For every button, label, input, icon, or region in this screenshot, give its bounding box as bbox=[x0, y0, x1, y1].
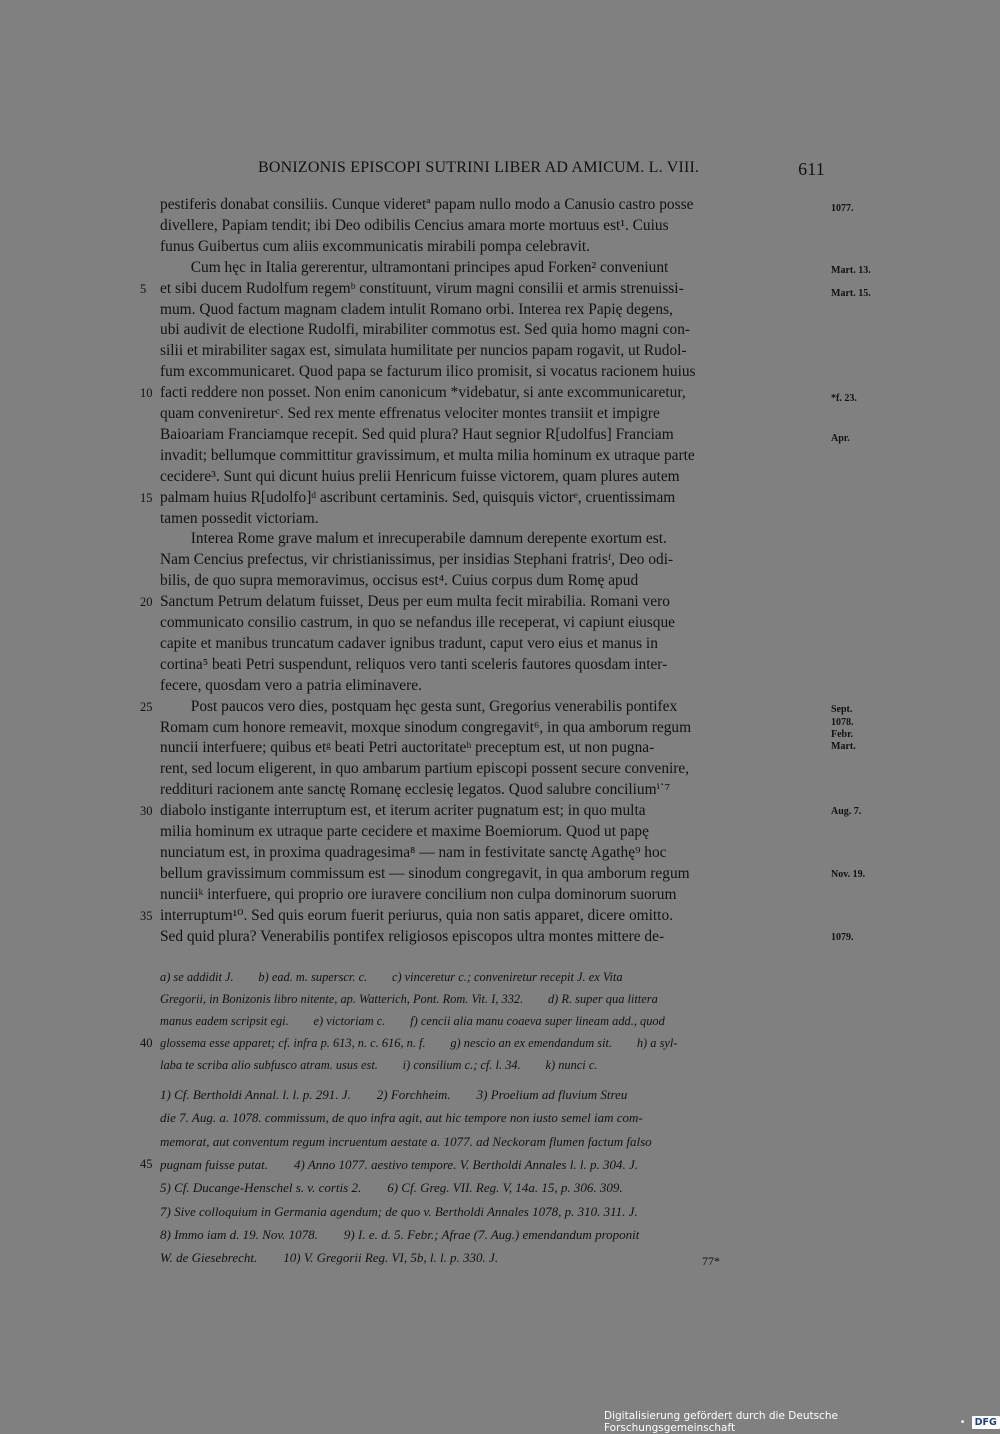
apparatus-line: a) se addidit J. b) ead. m. superscr. c. c) vinceretur c.; conveniretur recepit J. ex Vita bbox=[160, 970, 623, 984]
text-line: Sanctum Petrum delatum fuisset, Deus per eum multa fecit mirabilia. Romani vero bbox=[160, 593, 670, 611]
text-line: quam convenireturᶜ. Sed rex mente effrenatus velociter montes transiit et impigre bbox=[160, 405, 660, 422]
margin-note: Mart. 13. bbox=[831, 265, 871, 276]
margin-note: Sept. bbox=[831, 704, 853, 715]
margin-note: Febr. bbox=[831, 729, 854, 740]
text-line: cecidere³. Sunt qui dicunt huius prelii Henricum fuisse victorem, quam plures autem bbox=[160, 467, 680, 485]
text-line: nunciiᵏ interfuere, qui proprio ore iuravere concilium non culpa dominorum suorum bbox=[160, 885, 677, 903]
margin-note: Apr. bbox=[831, 433, 850, 444]
text-line: palmam huius R[udolfo]ᵈ ascribunt certaminis. Sed, quisquis victorᵉ, cruentissimam bbox=[160, 488, 676, 506]
margin-note: 1077. bbox=[831, 203, 854, 214]
text-line: fecere, quosdam vero a patria eliminavere. bbox=[160, 676, 422, 694]
text-line: capite et manibus truncatum cadaver ignibus tradunt, caput vero eius et manus in bbox=[160, 634, 658, 652]
line-number: 45 bbox=[140, 1156, 153, 1171]
apparatus-line: manus eadem scripsit egi. e) victoriam c. f) cencii alia manu coaeva super lineam add., quod bbox=[160, 1014, 665, 1028]
margin-note: Mart. bbox=[831, 741, 856, 752]
text-line: Romam cum honore remeavit, moxque sinodum congregavit⁶, in qua amborum regum bbox=[160, 718, 692, 736]
apparatus-line: glossema esse apparet; cf. infra p. 613, n. c. 616, n. f. g) nescio an ex emendandum sit. h) a syl- bbox=[160, 1036, 678, 1050]
citation-line: W. de Giesebrecht. 10) V. Gregorii Reg. VI, 5b, l. l. p. 330. J. bbox=[160, 1250, 499, 1266]
text-line: divellere, Papiam tendit; ibi Deo odibilis Cencius amara morte mortuus est¹. Cuius bbox=[160, 216, 669, 234]
line-number: 20 bbox=[140, 595, 153, 610]
text-line: silii et mirabiliter sagax est, simulata humilitate per nuncios papam rogavit, ut Rudol- bbox=[160, 342, 687, 360]
margin-note: 1079. bbox=[831, 932, 854, 943]
text-line: invadit; bellumque committitur gravissimum, et multa milia hominum ex utraque parte bbox=[160, 446, 695, 464]
line-number: 5 bbox=[140, 281, 147, 296]
line-number: 30 bbox=[140, 804, 153, 819]
text-line: Baioariam Franciamque recepit. Sed quid plura? Haut segnior R[udolfus] Franciam bbox=[160, 425, 674, 443]
text-line: Sed quid plura? Venerabilis pontifex religiosos episcopos ultra montes mittere de- bbox=[160, 927, 665, 945]
text-line: milia hominum ex utraque parte cecidere et maxime Boemiorum. Quod ut papę bbox=[160, 823, 649, 840]
citation-line: 1) Cf. Bertholdi Annal. l. l. p. 291. J. 2) Forchheim. 3) Proelium ad fluvium Streu bbox=[160, 1087, 628, 1102]
line-number: 35 bbox=[140, 908, 153, 923]
text-line: cortina⁵ beati Petri suspendunt, reliquos vero tanti sceleris fautores quosdam inter- bbox=[160, 655, 668, 673]
running-head: BONIZONIS EPISCOPI SUTRINI LIBER AD AMICUM. L. VIII. bbox=[258, 159, 700, 176]
footer-separator: • bbox=[959, 1416, 966, 1428]
page-number: 611 bbox=[798, 159, 825, 179]
text-line: et sibi ducem Rudolfum regemᵇ constituunt, virum magni consilii et armis strenuissi- bbox=[160, 279, 684, 297]
text-line: Nam Cencius prefectus, vir christianissimus, per insidias Stephani fratrisᶠ, Deo odi- bbox=[160, 551, 674, 569]
text-line: ubi audivit de electione Rudolfi, mirabiliter commotus est. Sed quia homo magni con- bbox=[160, 321, 691, 339]
text-line: facti reddere non posset. Non enim canonicum *videbatur, si ante excommunicaretur, bbox=[160, 384, 686, 402]
dfg-logo: DFG bbox=[972, 1416, 1000, 1429]
margin-note: Mart. 15. bbox=[831, 288, 871, 299]
text-line: funus Guibertus cum aliis excommunicatis mirabili pompa celebravit. bbox=[160, 237, 590, 255]
text-line: diabolo instigante interruptum est, et iterum acriter pugnatum est; in quo multa bbox=[160, 802, 646, 820]
margin-note: 1078. bbox=[831, 717, 854, 728]
citation-line: die 7. Aug. a. 1078. commissum, de quo infra agit, aut hic tempore non iusto semel iam com- bbox=[160, 1110, 643, 1126]
text-line: bilis, de quo supra memoravimus, occisus est⁴. Cuius corpus dum Romę apud bbox=[160, 572, 639, 590]
margin-note: Aug. 7. bbox=[831, 806, 862, 817]
text-line: communicato consilio castrum, in quo se nefandus ille receperat, vi capiunt eiusque bbox=[160, 614, 676, 631]
text-line: bellum gravissimum commissum est — sinodum congregavit, in qua amborum regum bbox=[160, 864, 690, 882]
margin-note: Nov. 19. bbox=[831, 869, 866, 880]
citation-line: memorat, aut conventum regum incruentum aestate a. 1077. ad Neckoram flumen factum falso bbox=[160, 1133, 652, 1149]
citation-line: 8) Immo iam d. 19. Nov. 1078. 9) I. e. d. 5. Febr.; Afrae (7. Aug.) emendandum proponit bbox=[160, 1226, 640, 1242]
margin-note: *f. 23. bbox=[831, 393, 857, 404]
text-line: nuncii interfuere; quibus etᵍ beati Petri auctoritateʰ preceptum est, ut non pugna- bbox=[160, 739, 655, 757]
text-line: interruptum¹⁰. Sed quis eorum fuerit periurus, quia non satis apparet, dicere omitto. bbox=[160, 906, 673, 924]
text-line: rent, sed locum eligerent, in quo ambarum partium episcopi possent secure convenire, bbox=[160, 760, 690, 778]
text-line: nunciatum est, in proxima quadragesima⁸ — nam in festivitate sanctę Agathę⁹ hoc bbox=[160, 843, 667, 861]
line-number: 15 bbox=[140, 490, 153, 505]
text-line: pestiferis donabat consiliis. Cunque videretª papam nullo modo a Canusio castro posse bbox=[160, 196, 694, 213]
apparatus-line: Gregorii, in Bonizonis libro nitente, ap. Watterich, Pont. Rom. Vit. I, 332. d) R. super qua littera bbox=[160, 992, 658, 1006]
line-number: 10 bbox=[140, 386, 153, 401]
line-number: 25 bbox=[140, 699, 153, 714]
footer-text: Digitalisierung gefördert durch die Deutsche Forschungsgemeinschaft bbox=[604, 1410, 838, 1434]
line-number: 40 bbox=[140, 1036, 153, 1050]
text-line: Post paucos vero dies, postquam hęc gesta sunt, Gregorius venerabilis pontifex bbox=[160, 697, 678, 715]
apparatus-line: laba te scriba alio subfusco atram. usus est. i) consilium c.; cf. l. 34. k) nunci c. bbox=[160, 1058, 598, 1072]
text-line: redditurі racionem ante sanctę Romanę ecclesię legatos. Quod salubre conciliumⁱ˙⁷ bbox=[160, 781, 671, 799]
text-line: mum. Quod factum magnam cladem intulit Romano orbi. Interea rex Papię degens, bbox=[160, 300, 673, 318]
page-header bbox=[160, 159, 825, 181]
citation-line: pugnam fuisse putat. 4) Anno 1077. aestivo tempore. V. Bertholdi Annales l. l. p. 304. J. bbox=[160, 1156, 638, 1172]
citation-line: 5) Cf. Ducange-Henschel s. v. cortis 2. 6) Cf. Greg. VII. Reg. V, 14a. 15, p. 306. 309. bbox=[160, 1180, 623, 1196]
text-line: fum excommunicaret. Quod papa se facturum ilico promisit, si vocatus racionem huius bbox=[160, 363, 696, 381]
text-line: tamen possedit victoriam. bbox=[160, 509, 319, 527]
citation-line: 7) Sive colloquium in Germania agendum; de quo v. Bertholdi Annales 1078, p. 310. 311. J. bbox=[160, 1203, 638, 1219]
text-line: Cum hęc in Italia gererentur, ultramontani principes apud Forken² conveniunt bbox=[160, 258, 669, 276]
footer-bar bbox=[604, 1410, 1000, 1434]
text-line: Interea Rome grave malum et inrecuperabile damnum derepente exortum est. bbox=[160, 530, 667, 548]
sheet-signature: 77* bbox=[702, 1254, 720, 1268]
